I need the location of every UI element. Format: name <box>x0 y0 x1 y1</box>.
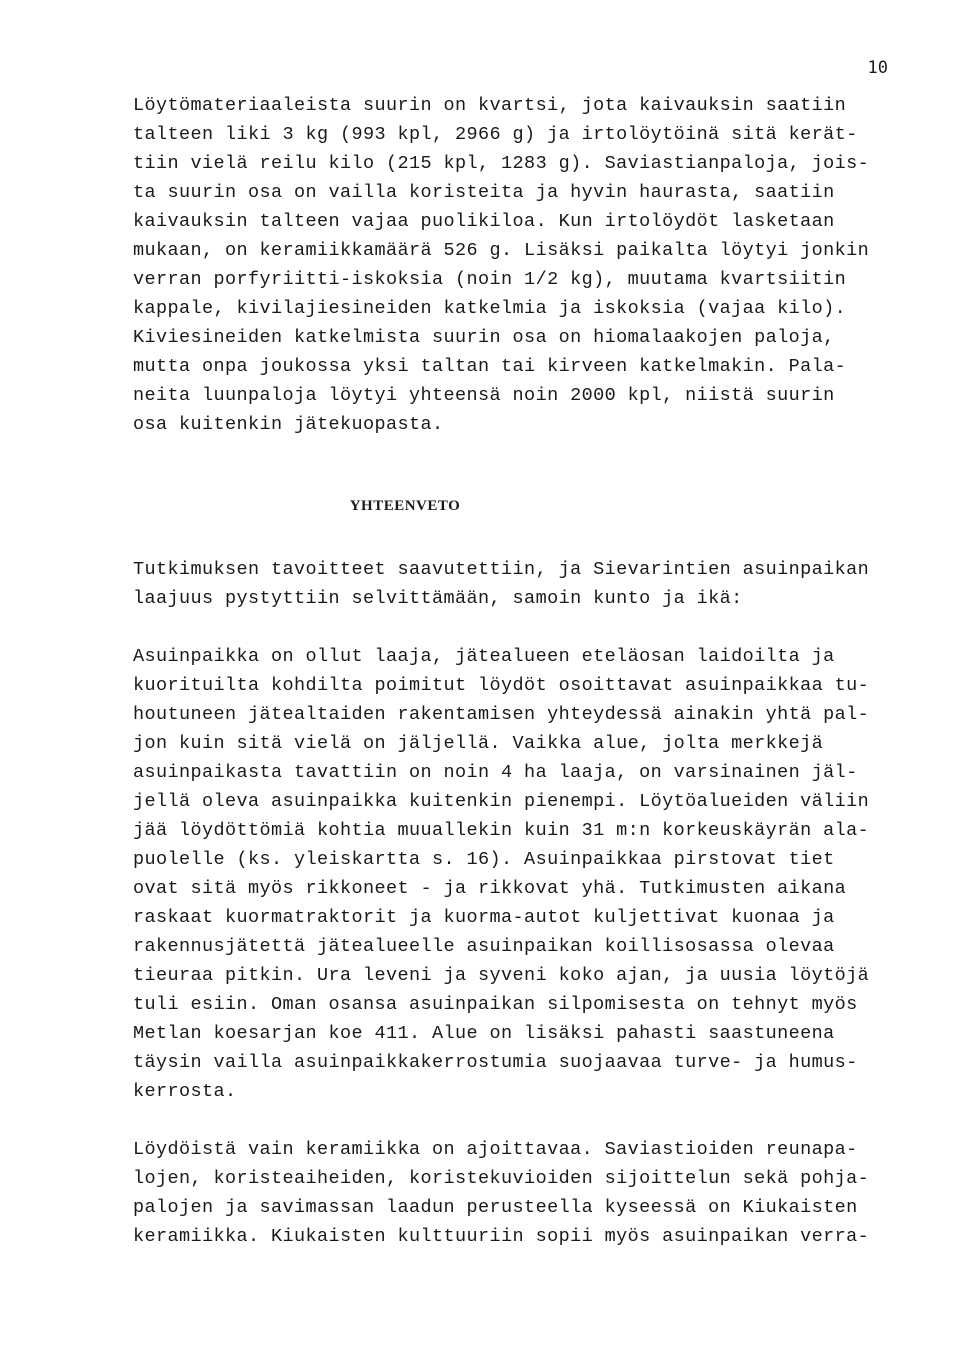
text-line: raskaat kuormatraktorit ja kuorma-autot kuljettivat kuonaa ja <box>133 907 835 928</box>
text-line: kuorituilta kohdilta poimitut löydöt osoittavat asuinpaikkaa tu- <box>133 675 870 696</box>
text-line: keramiikka. Kiukaisten kulttuuriin sopii myös asuinpaikan verra- <box>133 1226 870 1247</box>
text-line: jellä oleva asuinpaikka kuitenkin pienempi. Löytöalueiden väliin <box>133 791 870 812</box>
text-line: palojen ja savimassan laadun perusteella kyseessä on Kiukaisten <box>133 1197 858 1218</box>
section-heading: YHTEENVETO <box>349 498 461 514</box>
text-line: Asuinpaikka on ollut laaja, jätealueen eteläosan laidoilta ja <box>133 646 835 667</box>
text-line: asuinpaikasta tavattiin on noin 4 ha laaja, on varsinainen jäl- <box>133 762 858 783</box>
text-line: Metlan koesarjan koe 411. Alue on lisäksi pahasti saastuneena <box>133 1023 835 1044</box>
page-number: 10 <box>867 58 888 78</box>
text-line: talteen liki 3 kg (993 kpl, 2966 g) ja irtolöytöinä sitä kerät- <box>133 124 858 145</box>
text-line: kappale, kivilajiesineiden katkelmia ja iskoksia (vajaa kilo). <box>133 298 847 319</box>
text-line: mutta onpa joukossa yksi taltan tai kirveen katkelmakin. Pala- <box>133 356 847 377</box>
text-line: Löydöistä vain keramiikka on ajoittavaa. Saviastioiden reunapa- <box>133 1139 858 1160</box>
text-line: jää löydöttömiä kohtia muuallekin kuin 31 m:n korkeuskäyrän ala- <box>133 820 870 841</box>
text-line: ovat sitä myös rikkoneet - ja rikkovat yhä. Tutkimusten aikana <box>133 878 847 899</box>
text-line: täysin vailla asuinpaikkakerrostumia suojaavaa turve- ja humus- <box>133 1052 858 1073</box>
paragraph-findings <box>133 91 893 439</box>
text-line: puolelle (ks. yleiskartta s. 16). Asuinpaikkaa pirstovat tiet <box>133 849 835 870</box>
text-line: ta suurin osa on vailla koristeita ja hyvin haurasta, saatiin <box>133 182 835 203</box>
text-line: Tutkimuksen tavoitteet saavutettiin, ja Sievarintien asuinpaikan <box>133 559 870 580</box>
text-line: houtuneen jätealtaiden rakentamisen yhteydessä ainakin yhtä pal- <box>133 704 870 725</box>
paragraph-site-extent <box>133 642 893 1106</box>
text-line: rakennusjätettä jätealueelle asuinpaikan koillisosassa olevaa <box>133 936 835 957</box>
text-line: jon kuin sitä vielä on jäljellä. Vaikka alue, jolta merkkejä <box>133 733 824 754</box>
text-line: neita luunpaloja löytyi yhteensä noin 2000 kpl, niistä suurin <box>133 385 835 406</box>
text-line: kaivauksin talteen vajaa puolikiloa. Kun irtolöydöt lasketaan <box>133 211 835 232</box>
text-line: tieuraa pitkin. Ura leveni ja syveni koko ajan, ja uusia löytöjä <box>133 965 870 986</box>
text-line: verran porfyriitti-iskoksia (noin 1/2 kg), muutama kvartsiitin <box>133 269 847 290</box>
paragraph-dating <box>133 1135 893 1251</box>
paragraph-goals <box>133 555 893 613</box>
text-line: tuli esiin. Oman osansa asuinpaikan silpomisesta on tehnyt myös <box>133 994 858 1015</box>
text-line: Kiviesineiden katkelmista suurin osa on hiomalaakojen paloja, <box>133 327 835 348</box>
text-line: mukaan, on keramiikkamäärä 526 g. Lisäksi paikalta löytyi jonkin <box>133 240 870 261</box>
text-line: Löytömateriaaleista suurin on kvartsi, jota kaivauksin saatiin <box>133 95 847 116</box>
text-line: lojen, koristeaiheiden, koristekuvioiden sijoittelun sekä pohja- <box>133 1168 870 1189</box>
text-line: tiin vielä reilu kilo (215 kpl, 1283 g). Saviastianpaloja, jois- <box>133 153 870 174</box>
text-line: laajuus pystyttiin selvittämään, samoin kunto ja ikä: <box>133 588 743 609</box>
text-line: kerrosta. <box>133 1081 237 1102</box>
text-line: osa kuitenkin jätekuopasta. <box>133 414 444 435</box>
